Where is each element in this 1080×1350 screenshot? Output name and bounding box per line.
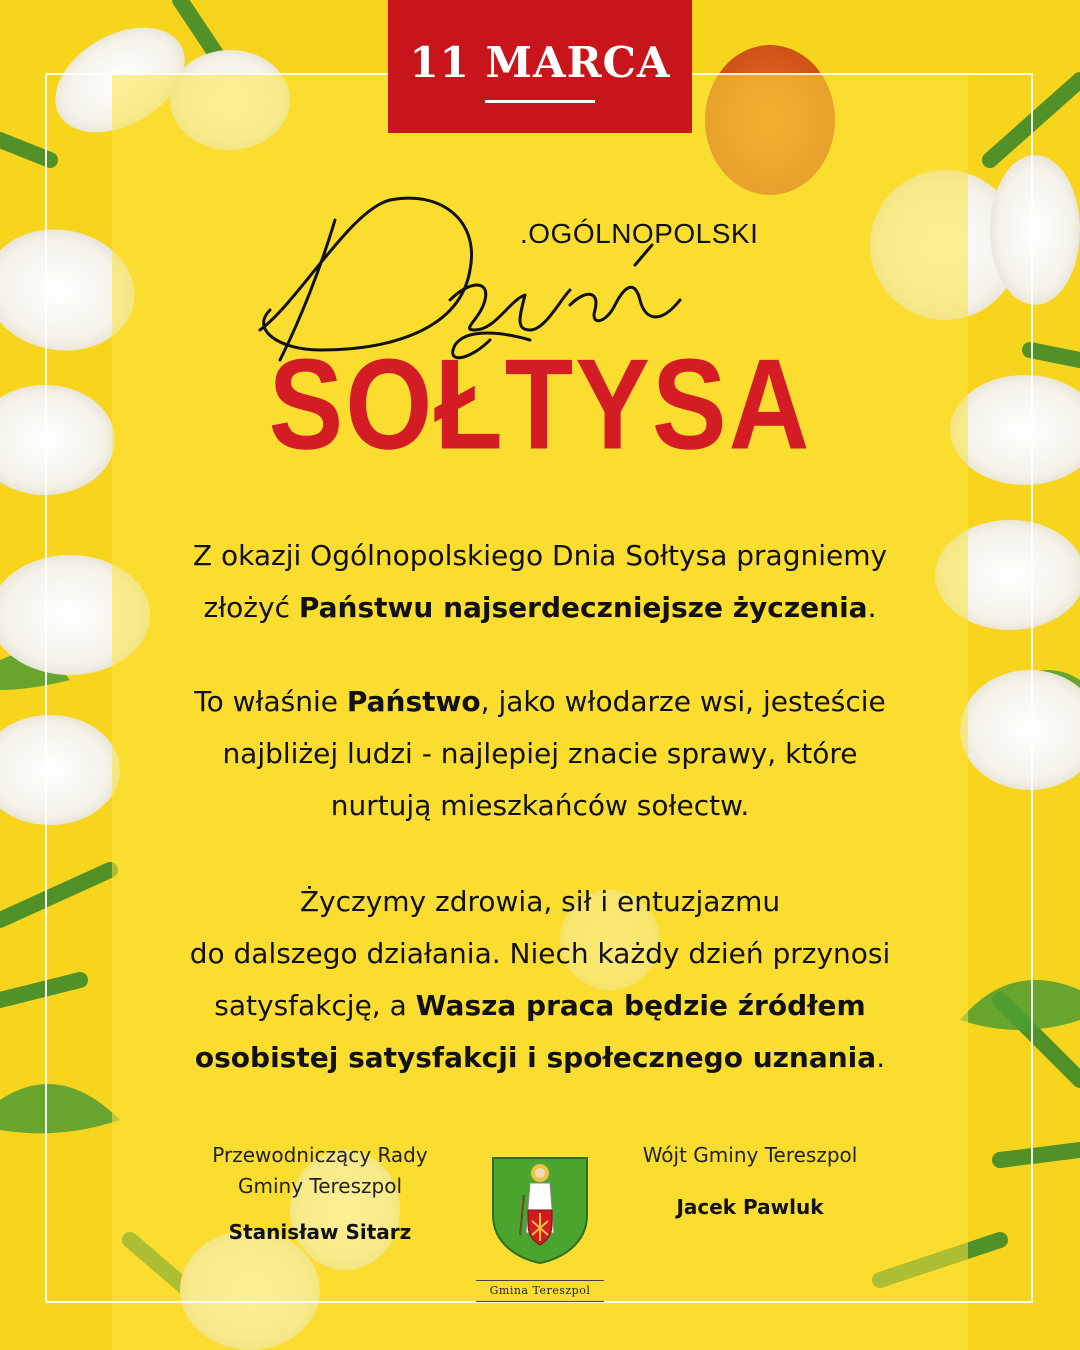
p1-text: złożyć: [203, 591, 299, 624]
date-underline: [485, 100, 595, 103]
signature-right-name: Jacek Pawluk: [676, 1195, 824, 1219]
signature-left-name: Stanisław Sitarz: [228, 1220, 412, 1244]
subtitle-ogolnopolski: .OGÓLNOPOLSKI: [520, 218, 759, 249]
paragraph-2-line-2: najbliżej ludzi - najlepiej znacie sprawy, które: [222, 737, 858, 770]
paragraph-1: [140, 530, 940, 634]
p1-bold: Państwu najserdeczniejsze życzenia: [298, 591, 868, 624]
signature-right: [610, 1140, 890, 1219]
p3-end: .: [876, 1041, 886, 1074]
p2-text-b: , jako włodarze wsi, jesteście: [480, 685, 886, 718]
paragraph-3: [140, 876, 940, 1084]
p1-end: .: [867, 591, 877, 624]
signature-left-role-1: Przewodniczący Rady: [212, 1143, 428, 1167]
paragraph-3-line-2: do dalszego działania. Niech każdy dzień przynosi: [189, 937, 891, 970]
paragraph-3-line-3: [140, 980, 940, 1032]
paragraph-3-line-1: Życzymy zdrowia, sił i entuzjazmu: [299, 885, 781, 918]
p3-text-c: satysfakcję, a: [214, 989, 416, 1022]
paragraph-2-line-3: nurtują mieszkańców sołectw.: [330, 789, 750, 822]
crest-label: Gmina Tereszpol: [489, 1284, 591, 1297]
p3-bold-2: osobistej satysfakcji i społecznego uznania: [194, 1041, 877, 1074]
p2-bold: Państwo: [346, 685, 481, 718]
signature-left: [185, 1140, 455, 1244]
p2-text-a: To właśnie: [194, 685, 347, 718]
paragraph-2-line-1: [140, 676, 940, 728]
signature-left-role-2: Gminy Tereszpol: [237, 1174, 403, 1198]
date-text: 11 MARCA: [409, 38, 671, 87]
coat-of-arms-icon: [490, 1155, 590, 1265]
main-title: SOŁTYSA: [268, 332, 812, 477]
paragraph-1-line-2: [140, 582, 940, 634]
paragraph-1-line-1: Z okazji Ogólnopolskiego Dnia Sołtysa pragniemy: [192, 539, 888, 572]
paragraph-2: [140, 676, 940, 832]
paragraph-3-line-4: [140, 1032, 940, 1084]
crest-rule-top: [476, 1280, 604, 1281]
p3-bold-1: Wasza praca będzie źródłem: [415, 989, 866, 1022]
date-badge: [388, 0, 692, 133]
crest-rule-bottom: [476, 1301, 604, 1302]
signature-right-role: Wójt Gminy Tereszpol: [642, 1143, 858, 1167]
